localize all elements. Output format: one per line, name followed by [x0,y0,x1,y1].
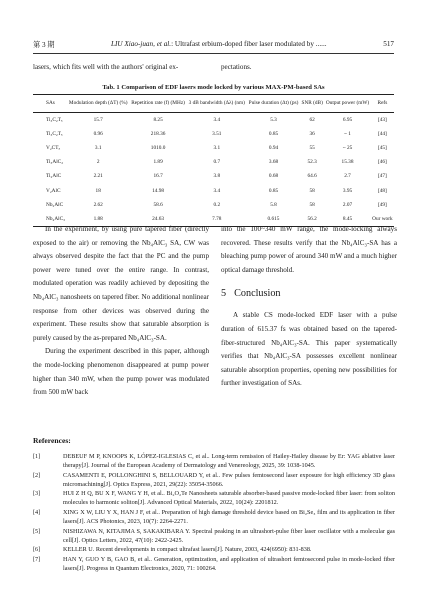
table-cell: Ti₃C₂Tₓ [46,130,63,137]
reference-number: [2] [33,471,41,479]
table-cell: 5.8 [270,201,277,208]
table-cell: 58 [309,187,315,194]
reference-number: [1] [33,453,41,460]
reference-text: HAN Y, GUO Y B, GAO B, et al.. Generation, optimization, and application of ultrashort femtosecond pulse in mode-locked fiber lasers[J]. Progress in Quantum Electronics, 2020, 71: 100264. [63,556,395,573]
table-cell: Ti₂AlC [46,173,62,180]
paragraph: During the experiment described in this paper, although the mode-locking phenomenon disappeared at pump power higher than 340 mW, when the pump power was modulated from 500 mW back [33,347,209,397]
section-number: 5 [221,288,227,300]
table-cell: 24.63 [129,212,186,226]
table-cell: 218.36 [150,130,166,137]
section-title: Conclusion [234,288,281,300]
column-header: Repetition rate (f) (MHz) [129,95,186,113]
reference-number: [4] [33,509,41,517]
paragraph: into the 100~340 mW range, the mode-locking always recovered. These results verify that the Nb₄AlC₃-SA has a bleaching pump power of around 340 mW and a much higher optical damage threshold. [221,225,397,274]
reference-item [33,527,395,545]
table-cell: 58 [309,201,315,208]
table-row [33,127,394,141]
table-cell: 3.51 [212,130,222,137]
table-cell: 14.98 [152,187,165,194]
table-cell: 2.21 [93,173,103,180]
column-header: Refs [371,95,394,113]
table-cell: 0.7 [213,159,221,166]
reference-number: [5] [33,527,41,535]
right-column [221,223,397,391]
table-row [33,155,394,169]
table-cell: 18 [95,187,101,194]
column-header: SNR (dB) [300,95,324,113]
table-cell: 36 [309,130,315,137]
table-cell: [46] [377,159,387,166]
table-cell: Nb₄AlC₃ [33,212,67,226]
table-cell: 0.85 [268,130,279,137]
left-column [33,223,209,400]
table-cell: 58.6 [153,201,163,208]
table-cell: 3.1 [94,144,102,151]
table-cell: [49] [377,201,387,208]
column-header: Pulse duration (Δt) (ps) [247,95,300,113]
table-header-row [33,95,394,113]
reference-item [33,471,395,489]
table-cell: Our work [371,212,394,226]
reference-number: [3] [33,490,41,498]
reference-item [33,545,395,554]
table-cell: 5.3 [270,116,277,123]
running-title-rest: : Ultrafast erbium-doped fiber laser modulated by ...... [171,40,327,48]
reference-item [33,489,395,507]
reference-text: XING X W, LIU Y X, HAN J F, et al.. Preparation of high damage threshold device based on Bi₂Se₃ film and its application in fiber lasers[J]. ACS Photonics, 2023, 10(7): 2264-2271. [63,509,395,526]
reference-text: KELLER U. Recent developments in compact ultrafast lasers[J]. Nature, 2003, 424(6950): 831-838. [63,546,312,554]
table-cell: 0.85 [268,187,279,194]
header-rule [33,53,394,54]
table-row [33,183,394,197]
column-header: 3 dB bandwidth (Δλ) (nm) [187,95,247,113]
table-cell: 64.6 [307,173,317,180]
table-cell: 3.4 [213,187,221,194]
page-number: 517 [383,40,394,48]
table-cell: 2.07 [342,201,353,208]
continued-text-left: lasers, which fits well with the authors' original ex- [33,63,179,71]
table-cell: 55 [309,144,315,151]
column-header: Output power (mW) [324,95,371,113]
table-cell: 2.62 [93,201,103,208]
reference-number: [7] [33,556,41,564]
column-header: Modulation depth (ΔT) (%) [67,95,129,113]
table-cell: 2 [96,159,100,166]
issue-label: 第 3 期 [33,41,55,49]
table-cell: [47] [377,173,387,180]
table-cell: ~ 25 [342,144,353,151]
table-cell: 1.89 [153,159,163,166]
table-cell: 2.7 [344,173,351,180]
table-cell: 3.8 [213,173,221,180]
table-cell: 7.78 [187,212,247,226]
table-cell: 8.45 [324,212,371,226]
table-cell: 15.38 [341,159,354,166]
table-cell: Ti₃C₂Tₓ [46,116,63,123]
table-cell: 3.1 [213,144,221,151]
reference-item [33,452,395,470]
table-cell: [44] [377,130,387,137]
paragraph: A stable CS mode-locked EDF laser with a pulse duration of 615.37 fs was obtained based on the tapered-fiber-structured Nb₄AlC₃-SA. This paper systematically verifies that Nb₄AlC₃-SA possesses excellent nonlinear saturable absorption properties, opening new possibilities for further investigation of SAs. [221,311,397,388]
table-cell: Nb₂AlC [46,201,64,208]
reference-item [33,555,395,573]
table-cell: 56.2 [300,212,324,226]
running-title-authors: LIU Xiao-juan, et al. [111,40,172,48]
table-body [33,113,394,227]
column-header: SAs [33,95,67,113]
table-cell: [48] [377,187,387,194]
table-cell: V₂AlC [46,187,61,194]
reference-list [33,452,395,574]
table-cell: 0.96 [93,130,103,137]
table-row [33,113,394,127]
table-row [33,141,394,155]
table-cell: 3.95 [342,187,353,194]
table-row [33,169,394,183]
section-heading [221,288,397,300]
table-cell: Ti₃AlC₂ [46,159,64,166]
table-cell: 3.4 [213,116,221,123]
table-cell: 0.615 [247,212,300,226]
table-cell: 3.68 [268,159,279,166]
table-cell: ~ 1 [344,130,351,137]
paragraph: In the experiment, by using pure tapered fiber (directly exposed to the air) or removing the Nb₄AlC₃ SA, CW was always observed despite the fact that the PC and the pump power were tuned over the entire range. In contrast, modulated operation was readily achieved by depositing the Nb₄AlC₃ nanosheets on tapered fiber. No additional nonlinear response from other devices was observed during the experiment. These results show that saturable absorption is purely caused by the as-prepared Nb₄AlC₃-SA. [33,225,209,342]
table-cell: 0.94 [268,144,279,151]
reference-text: CASAMENTI E, POLLONGHINI S, BELLOUARD Y, et al.. Few pulses femtosecond laser exposure for high efficiency 3D glass micromachining[J]. Optics Express, 2021, 29(22): 35054-35066. [63,471,395,488]
table-cell: V₂CTₓ [46,144,60,151]
reference-text: HUI Z H Q, BU X F, WANG Y H, et al.. Bi₂O₂Te Nanosheets saturable absorber-based passive mode-locked fiber laser: from soliton molecules to harmonic soliton[J]. Advanced Optical Materials, 2022, 10(24): 2201812. [63,490,395,507]
table-cell: 16.7 [153,173,163,180]
table-cell: 52.3 [307,159,317,166]
reference-text: DEBEUF M P, KNOOPS K, LÓPEZ-IGLESIAS C, et al.. Long-term remission of Hailey-Hailey disease by Er: YAG ablative laser therapy[J]. Journal of the European Academy of Dermatology and Venereology, 2025, 39: 1038-1045. [63,453,395,470]
table-cell: [45] [377,144,387,151]
table-cell: 62 [309,116,315,123]
running-header [33,40,394,52]
reference-text: NISHIZAWA N, KITAJIMA S, SAKAKIBARA Y. Spectral peaking in an ultrashort-pulse fiber laser oscillator with a molecular gas cell[J]. Optics Letters, 2022, 47(10): 2422-2425. [63,527,395,544]
table-cell: 1010.0 [150,144,166,151]
reference-number: [6] [33,546,41,554]
references-heading: References: [33,436,71,445]
reference-item [33,508,395,526]
table-title: Tab. 1 Comparison of EDF lasers mode locked by various MAX-PM-based SAs [102,84,325,91]
table-cell: 1.88 [67,212,129,226]
table-cell: 8.25 [153,116,163,123]
table-cell: 15.7 [93,116,103,123]
table-cell: 6.95 [342,116,353,123]
continued-text-right: pectations. [221,63,252,71]
table-cell: 0.68 [268,173,279,180]
table-cell: [43] [377,116,387,123]
comparison-table [33,94,394,227]
table-row [33,198,394,212]
table-cell: 0.2 [213,201,221,208]
running-title [111,40,327,48]
